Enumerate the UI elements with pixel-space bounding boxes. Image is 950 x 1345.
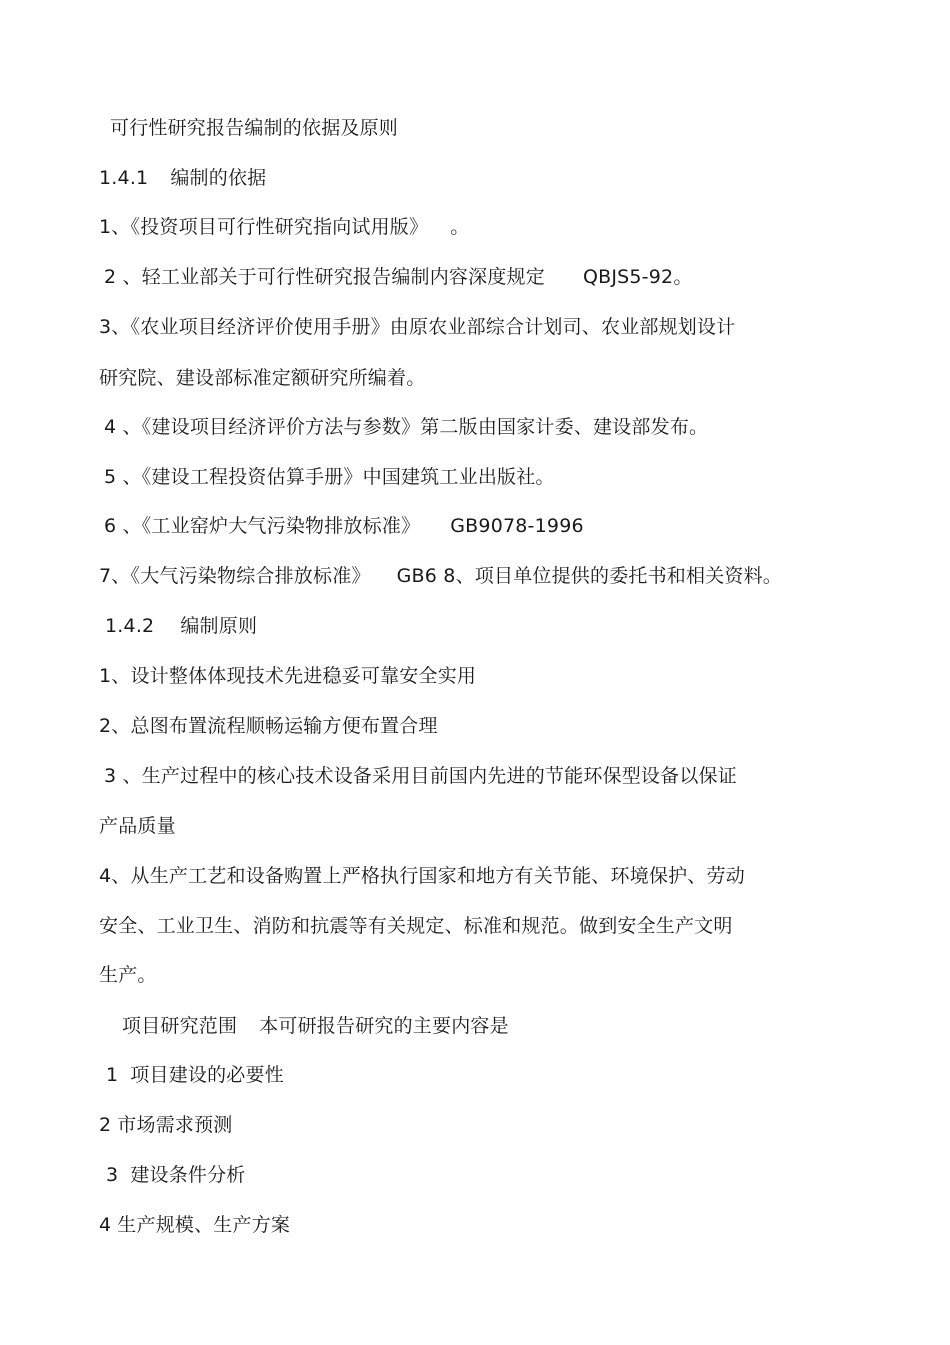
scope-item-1 xyxy=(106,1063,284,1087)
basis-item-2 xyxy=(104,265,693,289)
item-text: 从生产工艺和设备购置上严格执行国家和地方有关节能、环境保护、劳动 xyxy=(130,865,745,887)
item-lead: 7、 xyxy=(99,565,131,587)
subsection-label: 编制原则 xyxy=(180,615,258,637)
item-text: 市场需求预测 xyxy=(117,1114,233,1136)
subsection-number: 1.4.2 xyxy=(105,615,155,637)
item-lead: 6 、 xyxy=(104,515,142,537)
item-text: 《建设项目经济评价方法与参数》第二版由国家计委、建设部发布。 xyxy=(141,416,709,438)
item-lead: 3 xyxy=(106,1164,119,1186)
item-continuation: 研究院、建设部标准定额研究所编着。 xyxy=(99,367,426,389)
principle-item-1 xyxy=(99,664,476,688)
principle-item-2 xyxy=(99,714,438,738)
item-text: 《建设工程投资估算手册》中国建筑工业出版社。 xyxy=(141,466,555,488)
item-lead: 2 、 xyxy=(104,266,142,288)
item-code: QBJS5-92 xyxy=(582,266,674,288)
principle-item-3-continuation xyxy=(99,814,176,838)
item-tail: 、项目单位提供的委托书和相关资料。 xyxy=(455,565,782,587)
item-continuation: 安全、工业卫生、消防和抗震等有关规定、标准和规范。做到安全生产文明 xyxy=(99,915,733,937)
basis-item-7 xyxy=(99,564,782,588)
item-lead: 2 xyxy=(99,1114,112,1136)
scope-heading-text: 项目研究范围 xyxy=(122,1015,238,1037)
item-lead: 4、 xyxy=(99,865,131,887)
item-code: GB9078-1996 xyxy=(450,515,584,537)
item-text: 生产规模、生产方案 xyxy=(117,1214,291,1236)
item-code: GB6 8 xyxy=(396,565,456,587)
item-continuation: 生产。 xyxy=(99,964,157,986)
basis-item-5 xyxy=(104,465,555,489)
item-text: 项目建设的必要性 xyxy=(130,1064,284,1086)
scope-item-4 xyxy=(99,1213,290,1237)
item-text: 《农业项目经济评价使用手册》由原农业部综合计划司、农业部规划设计 xyxy=(130,316,736,338)
item-lead: 4 xyxy=(99,1214,112,1236)
item-lead: 1 xyxy=(106,1064,119,1086)
subsection-heading-141 xyxy=(99,166,266,190)
item-lead: 5 、 xyxy=(104,466,142,488)
item-lead: 4 、 xyxy=(104,416,142,438)
scope-heading xyxy=(122,1014,509,1038)
basis-item-3 xyxy=(99,315,735,339)
basis-item-4 xyxy=(104,415,708,439)
item-lead: 1、 xyxy=(99,216,131,238)
item-lead: 3 、 xyxy=(104,765,142,787)
item-text: 设计整体体现技术先进稳妥可靠安全实用 xyxy=(130,665,477,687)
basis-item-3-continuation xyxy=(99,366,425,390)
item-continuation: 产品质量 xyxy=(99,815,176,837)
section-title-text: 可行性研究报告编制的依据及原则 xyxy=(110,117,399,139)
subsection-number: 1.4.1 xyxy=(99,167,149,189)
basis-item-1 xyxy=(99,215,469,239)
scope-intro: 本可研报告研究的主要内容是 xyxy=(259,1015,509,1037)
scope-item-2 xyxy=(99,1113,233,1137)
item-text: 总图布置流程顺畅运输方便布置合理 xyxy=(130,715,438,737)
principle-item-4-continuation-2 xyxy=(99,963,157,987)
subsection-heading-142 xyxy=(105,614,257,638)
subsection-label: 编制的依据 xyxy=(170,167,267,189)
item-tail: 。 xyxy=(450,216,470,238)
item-lead: 3、 xyxy=(99,316,131,338)
item-text: 轻工业部关于可行性研究报告编制内容深度规定 xyxy=(141,266,545,288)
scope-item-3 xyxy=(106,1163,246,1187)
section-title xyxy=(110,116,398,140)
item-text: 《大气污染物综合排放标准》 xyxy=(130,565,371,587)
item-lead: 1、 xyxy=(99,665,131,687)
item-tail: 。 xyxy=(673,266,693,288)
principle-item-3 xyxy=(104,764,737,788)
item-text: 建设条件分析 xyxy=(130,1164,246,1186)
principle-item-4 xyxy=(99,864,745,888)
item-text: 生产过程中的核心技术设备采用目前国内先进的节能环保型设备以保证 xyxy=(141,765,737,787)
principle-item-4-continuation xyxy=(99,914,733,938)
item-text: 《工业窑炉大气污染物排放标准》 xyxy=(141,515,421,537)
item-text: 《投资项目可行性研究指向试用版》 xyxy=(130,216,429,238)
basis-item-6 xyxy=(104,514,584,538)
item-lead: 2、 xyxy=(99,715,131,737)
